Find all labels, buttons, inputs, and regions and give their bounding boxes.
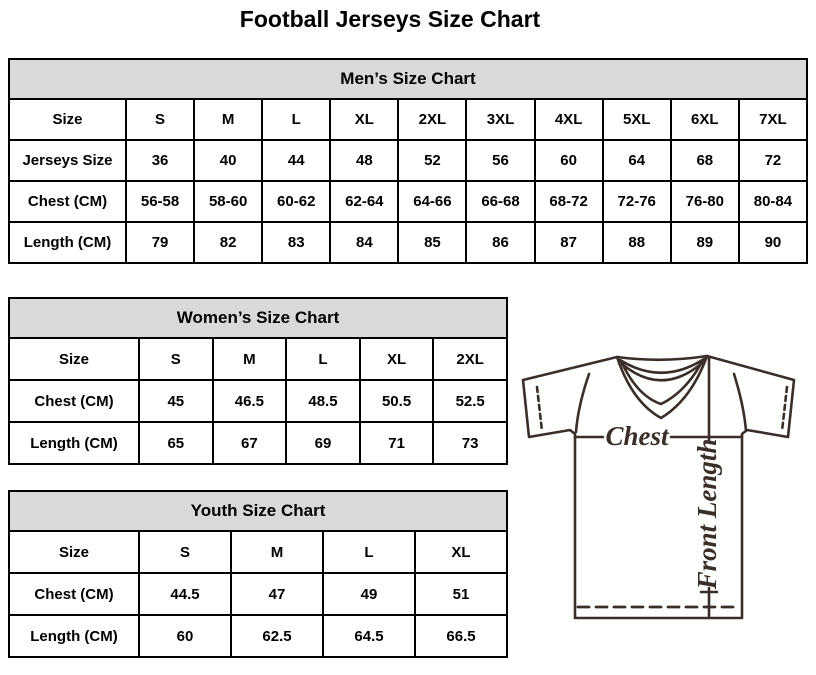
value-cell: 69: [286, 422, 360, 464]
value-cell: 65: [139, 422, 213, 464]
youth-size-table: [8, 490, 508, 658]
value-cell: 48: [330, 140, 398, 181]
table-caption: Women’s Size Chart: [9, 298, 507, 338]
value-cell: 49: [323, 573, 415, 615]
value-cell: 46.5: [213, 380, 287, 422]
value-cell: 66-68: [466, 181, 534, 222]
row-label-cell: Jerseys Size: [9, 140, 126, 181]
value-cell: L: [323, 531, 415, 573]
table-row: [9, 573, 507, 615]
left-sleeve-dashed-line: [537, 387, 542, 431]
mens-size-table: [8, 58, 808, 264]
value-cell: 72: [739, 140, 807, 181]
value-cell: 45: [139, 380, 213, 422]
value-cell: 64.5: [323, 615, 415, 657]
value-cell: 80-84: [739, 181, 807, 222]
value-cell: 89: [671, 222, 739, 263]
value-cell: 87: [535, 222, 603, 263]
value-cell: 3XL: [466, 99, 534, 140]
row-label-cell: Size: [9, 99, 126, 140]
value-cell: 58-60: [194, 181, 262, 222]
value-cell: 44.5: [139, 573, 231, 615]
value-cell: S: [139, 338, 213, 380]
value-cell: 62.5: [231, 615, 323, 657]
value-cell: 40: [194, 140, 262, 181]
table-row: [9, 531, 507, 573]
value-cell: 7XL: [739, 99, 807, 140]
table-row: [9, 615, 507, 657]
table-row: [9, 380, 507, 422]
value-cell: 64-66: [398, 181, 466, 222]
value-cell: 52: [398, 140, 466, 181]
value-cell: S: [139, 531, 231, 573]
value-cell: 2XL: [398, 99, 466, 140]
value-cell: 72-76: [603, 181, 671, 222]
value-cell: 83: [262, 222, 330, 263]
value-cell: 56: [466, 140, 534, 181]
value-cell: L: [262, 99, 330, 140]
value-cell: 64: [603, 140, 671, 181]
value-cell: 90: [739, 222, 807, 263]
value-cell: S: [126, 99, 194, 140]
table-caption-row: [9, 298, 507, 338]
value-cell: 82: [194, 222, 262, 263]
table-caption: Men’s Size Chart: [9, 59, 807, 99]
table-row: [9, 338, 507, 380]
value-cell: 67: [213, 422, 287, 464]
value-cell: 60-62: [262, 181, 330, 222]
value-cell: 56-58: [126, 181, 194, 222]
table-row: [9, 222, 807, 263]
value-cell: 62-64: [330, 181, 398, 222]
right-armhole-seam: [734, 374, 746, 431]
value-cell: M: [213, 338, 287, 380]
jersey-measurement-diagram: [510, 330, 816, 675]
value-cell: 73: [433, 422, 507, 464]
value-cell: 79: [126, 222, 194, 263]
row-label-cell: Chest (CM): [9, 573, 139, 615]
table-caption: Youth Size Chart: [9, 491, 507, 531]
value-cell: 71: [360, 422, 434, 464]
row-label-cell: Chest (CM): [9, 181, 126, 222]
value-cell: XL: [360, 338, 434, 380]
value-cell: 48.5: [286, 380, 360, 422]
value-cell: 4XL: [535, 99, 603, 140]
value-cell: 88: [603, 222, 671, 263]
row-label-cell: Length (CM): [9, 422, 139, 464]
table-caption-row: [9, 491, 507, 531]
row-label-cell: Chest (CM): [9, 380, 139, 422]
value-cell: M: [194, 99, 262, 140]
row-label-cell: Size: [9, 531, 139, 573]
value-cell: L: [286, 338, 360, 380]
value-cell: XL: [415, 531, 507, 573]
page-title: Football Jerseys Size Chart: [239, 6, 541, 32]
value-cell: 2XL: [433, 338, 507, 380]
value-cell: 36: [126, 140, 194, 181]
row-label-cell: Length (CM): [9, 615, 139, 657]
table-caption-row: [9, 59, 807, 99]
table-row: [9, 99, 807, 140]
value-cell: 76-80: [671, 181, 739, 222]
value-cell: 5XL: [603, 99, 671, 140]
right-sleeve-dashed-line: [782, 387, 787, 431]
table-row: [9, 140, 807, 181]
value-cell: 68-72: [535, 181, 603, 222]
value-cell: 85: [398, 222, 466, 263]
row-label-cell: Length (CM): [9, 222, 126, 263]
value-cell: M: [231, 531, 323, 573]
value-cell: 50.5: [360, 380, 434, 422]
front-length-label: Front Length: [692, 438, 722, 590]
value-cell: 60: [139, 615, 231, 657]
value-cell: 84: [330, 222, 398, 263]
chest-label: Chest: [605, 421, 669, 451]
value-cell: 47: [231, 573, 323, 615]
table-row: [9, 422, 507, 464]
row-label-cell: Size: [9, 338, 139, 380]
value-cell: 66.5: [415, 615, 507, 657]
value-cell: 6XL: [671, 99, 739, 140]
womens-size-table: [8, 297, 508, 465]
jersey-outline: [523, 356, 794, 618]
value-cell: 60: [535, 140, 603, 181]
table-row: [9, 181, 807, 222]
value-cell: 44: [262, 140, 330, 181]
left-armhole-seam: [576, 374, 589, 432]
value-cell: 52.5: [433, 380, 507, 422]
value-cell: 51: [415, 573, 507, 615]
value-cell: XL: [330, 99, 398, 140]
value-cell: 68: [671, 140, 739, 181]
value-cell: 86: [466, 222, 534, 263]
